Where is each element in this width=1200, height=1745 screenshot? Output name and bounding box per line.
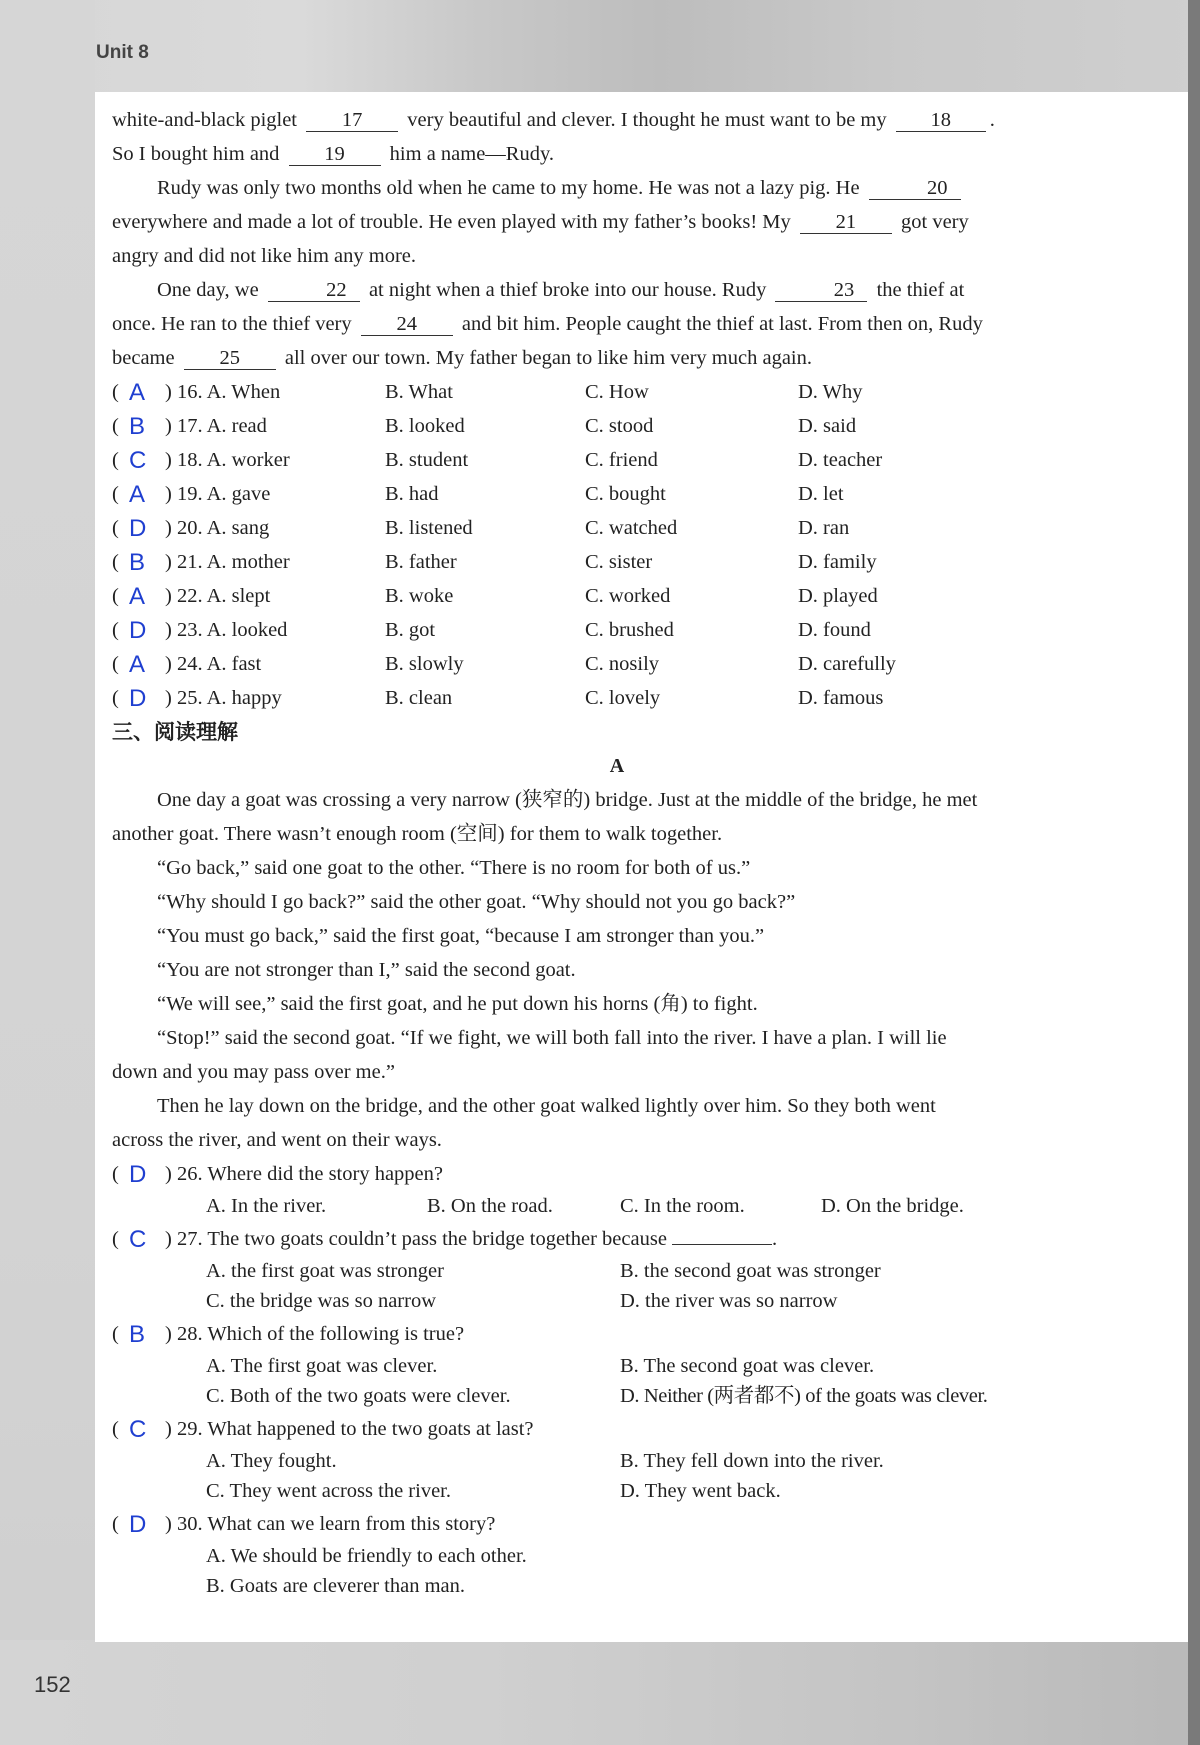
option-a: A. We should be friendly to each other. [206, 1544, 527, 1567]
answer-mark: B [129, 549, 146, 576]
reading-line: across the river, and went on their ways. [112, 1129, 442, 1151]
option-b: B. had [385, 483, 439, 505]
blank-19: 19 [289, 143, 381, 166]
blank-23: 23 [775, 279, 867, 302]
answer-blank: . [672, 1222, 777, 1256]
reading-line: “We will see,” said the first goat, and he put down his horns (角) to fight. [157, 993, 758, 1015]
option-d: D. family [798, 551, 877, 573]
cloze-question-row [112, 511, 1082, 545]
option-c: C. How [585, 381, 649, 403]
answer-mark: A [129, 481, 146, 508]
question-28 [112, 1317, 1082, 1351]
answer-mark: D [129, 1161, 147, 1188]
reading-line: One day a goat was crossing a very narrow (狭窄的) bridge. Just at the middle of the bridge, he met [157, 789, 978, 811]
reading-passage [112, 783, 1082, 1157]
unit-label: Unit 8 [96, 42, 149, 63]
question-29-options-1 [112, 1446, 1082, 1477]
question-27-options-2 [112, 1286, 1082, 1317]
answer-mark: A [129, 379, 146, 406]
option-c: C. worked [585, 585, 671, 607]
option-b: B. The second goat was clever. [620, 1354, 875, 1377]
option-c: C. friend [585, 449, 658, 471]
passage-text: him a name—Rudy. [384, 143, 555, 165]
option-c: C. brushed [585, 619, 674, 641]
paren-open: ( [112, 687, 119, 709]
passage-label: A [609, 755, 625, 777]
scan-margin-top [0, 0, 1200, 95]
blank-22: 22 [268, 279, 360, 302]
option-b: B. Goats are cleverer than man. [206, 1575, 465, 1597]
section-title: 三、阅读理解 [112, 720, 238, 744]
option-d: D. said [798, 415, 857, 437]
option-a: A. In the river. [206, 1195, 327, 1217]
cloze-question-row [112, 443, 1082, 477]
passage-line [112, 137, 1082, 171]
question-text: ) 27. The two goats couldn’t pass the bridge together because [165, 1227, 667, 1250]
answer-mark: A [129, 583, 146, 610]
question-text: ) 18. A. worker [165, 449, 290, 471]
passage-text: at night when a thief broke into our house. Rudy [363, 279, 772, 301]
option-d: D. carefully [798, 653, 896, 675]
answer-mark: C [129, 1415, 147, 1443]
option-b: B. listened [385, 517, 473, 539]
question-text: ) 17. A. read [165, 415, 267, 437]
option-d: D. Neither (两者都不) of the goats was clever. [620, 1385, 988, 1407]
passage-line [112, 307, 1082, 341]
passage-text: So I bought him and [112, 143, 285, 165]
passage-text: all over our town. My father began to like him very much again. [279, 347, 812, 369]
paren-open: ( [112, 1227, 119, 1250]
cloze-question-row [112, 477, 1082, 511]
option-b: B. On the road. [427, 1195, 553, 1217]
blank-20: 20 [869, 177, 961, 200]
option-d: D. teacher [798, 449, 883, 471]
question-text: ) 21. A. mother [165, 551, 290, 573]
option-b: B. What [385, 381, 453, 403]
question-text: ) 19. A. gave [165, 483, 271, 505]
question-30-option-a [112, 1541, 1082, 1572]
option-b: B. the second goat was stronger [620, 1259, 881, 1282]
question-text: ) 22. A. slept [165, 585, 271, 607]
passage-line [112, 239, 1082, 273]
paren-open: ( [112, 1417, 119, 1440]
option-b: B. student [385, 449, 469, 471]
question-text: ) 28. Which of the following is true? [165, 1322, 465, 1345]
page-number: 152 [34, 1672, 71, 1697]
page-content [112, 103, 1082, 1602]
question-28-options-1 [112, 1351, 1082, 1382]
answer-mark: B [129, 413, 146, 440]
reading-line: “You are not stronger than I,” said the second goat. [157, 959, 576, 981]
answer-mark: D [129, 515, 147, 542]
blank-17: 17 [306, 109, 398, 132]
paren-open: ( [112, 585, 119, 607]
cloze-questions [112, 375, 1082, 715]
blank-21: 21 [800, 211, 892, 234]
cloze-passage [112, 103, 1082, 375]
passage-line [112, 103, 1082, 137]
option-a: A. The first goat was clever. [206, 1354, 438, 1377]
reading-line: “You must go back,” said the first goat, “because I am stronger than you.” [157, 925, 765, 947]
passage-text: once. He ran to the thief very [112, 313, 357, 335]
question-29-options-2 [112, 1476, 1082, 1507]
option-c: C. nosily [585, 653, 660, 675]
option-d: D. played [798, 585, 878, 607]
passage-text: very beautiful and clever. I thought he must want to be my [402, 109, 892, 131]
reading-line: “Why should I go back?” said the other goat. “Why should not you go back?” [157, 891, 796, 913]
answer-mark: D [129, 1510, 147, 1538]
answer-mark: C [129, 447, 147, 474]
paren-open: ( [112, 483, 119, 505]
option-d: D. let [798, 483, 844, 505]
reading-line: Then he lay down on the bridge, and the other goat walked lightly over him. So they both went [157, 1095, 936, 1117]
paren-open: ( [112, 619, 119, 641]
option-b: B. woke [385, 585, 454, 607]
question-27-options-1 [112, 1256, 1082, 1287]
question-text: ) 25. A. happy [165, 687, 282, 709]
question-text: ) 20. A. sang [165, 517, 270, 539]
option-c: C. sister [585, 551, 653, 573]
answer-mark: D [129, 617, 147, 644]
answer-mark: A [129, 651, 146, 678]
option-b: B. got [385, 619, 436, 641]
passage-text: became [112, 347, 180, 369]
option-b: B. father [385, 551, 457, 573]
paren-open: ( [112, 1163, 119, 1185]
option-d: D. famous [798, 687, 884, 709]
question-text: ) 16. A. When [165, 381, 281, 403]
cloze-question-row [112, 613, 1082, 647]
passage-text: . [989, 109, 995, 131]
question-30 [112, 1507, 1082, 1541]
option-d: D. They went back. [620, 1480, 781, 1502]
reading-line: “Stop!” said the second goat. “If we fight, we will both fall into the river. I have a plan. I will lie [157, 1027, 947, 1049]
answer-mark: D [129, 685, 147, 712]
cloze-question-row [112, 545, 1082, 579]
option-b: B. clean [385, 687, 453, 709]
reading-line: “Go back,” said one goat to the other. “There is no room for both of us.” [157, 857, 751, 879]
paren-open: ( [112, 653, 119, 675]
option-d: D. the river was so narrow [620, 1290, 838, 1312]
option-d: D. found [798, 619, 871, 641]
question-29 [112, 1412, 1082, 1446]
paren-open: ( [112, 551, 119, 573]
passage-text: the thief at [871, 279, 965, 301]
question-text: ) 24. A. fast [165, 653, 262, 675]
paren-open: ( [112, 449, 119, 471]
option-c: C. They went across the river. [206, 1480, 451, 1502]
option-c: C. bought [585, 483, 666, 505]
blank-24: 24 [361, 313, 453, 336]
question-text: ) 26. Where did the story happen? [165, 1163, 443, 1185]
option-d: D. On the bridge. [821, 1195, 964, 1217]
scan-margin-left [0, 0, 95, 1745]
answer-mark: B [129, 1320, 146, 1348]
question-text: ) 29. What happened to the two goats at last? [165, 1417, 534, 1440]
cloze-question-row [112, 409, 1082, 443]
cloze-question-row [112, 681, 1082, 715]
question-27 [112, 1222, 1082, 1256]
passage-text: everywhere and made a lot of trouble. He even played with my father’s books! My [112, 211, 796, 233]
blank-18: 18 [896, 109, 986, 132]
option-c: C. the bridge was so narrow [206, 1290, 437, 1312]
option-b: B. looked [385, 415, 465, 437]
question-26-options [112, 1191, 1082, 1222]
passage-text: angry and did not like him any more. [112, 245, 417, 267]
scan-margin-right [1188, 0, 1200, 1745]
option-c: C. Both of the two goats were clever. [206, 1385, 511, 1407]
passage-text: Rudy was only two months old when he came to my home. He was not a lazy pig. He [157, 177, 865, 199]
passage-text: One day, we [157, 279, 264, 301]
question-text: ) 23. A. looked [165, 619, 288, 641]
option-d: D. Why [798, 381, 863, 403]
question-28-options-2 [112, 1381, 1082, 1412]
option-a: A. the first goat was stronger [206, 1259, 444, 1282]
option-a: A. They fought. [206, 1449, 337, 1472]
passage-text: got very [895, 211, 969, 233]
option-b: B. slowly [385, 653, 464, 675]
passage-line [112, 341, 1082, 375]
scan-margin-bottom [0, 1640, 1200, 1745]
answer-mark: C [129, 1225, 147, 1253]
passage-line [112, 205, 1082, 239]
option-c: C. watched [585, 517, 678, 539]
paren-open: ( [112, 415, 119, 437]
cloze-question-row [112, 647, 1082, 681]
option-c: C. In the room. [620, 1195, 745, 1217]
reading-line: down and you may pass over me.” [112, 1061, 395, 1083]
paren-open: ( [112, 381, 119, 403]
question-30-option-b [112, 1571, 1082, 1602]
option-d: D. ran [798, 517, 850, 539]
reading-line: another goat. There wasn’t enough room (空间) for them to walk together. [112, 823, 723, 845]
option-c: C. stood [585, 415, 654, 437]
passage-line [112, 273, 1082, 307]
paren-open: ( [112, 517, 119, 539]
cloze-question-row [112, 375, 1082, 409]
question-text: ) 30. What can we learn from this story? [165, 1512, 496, 1535]
question-26 [112, 1157, 1082, 1191]
paren-open: ( [112, 1322, 119, 1345]
passage-text: and bit him. People caught the thief at last. From then on, Rudy [456, 313, 983, 335]
option-b: B. They fell down into the river. [620, 1449, 884, 1472]
cloze-question-row [112, 579, 1082, 613]
option-c: C. lovely [585, 687, 661, 709]
blank-25: 25 [184, 347, 276, 370]
passage-line [112, 171, 1082, 205]
passage-text: white-and-black piglet [112, 109, 303, 131]
paren-open: ( [112, 1512, 119, 1535]
